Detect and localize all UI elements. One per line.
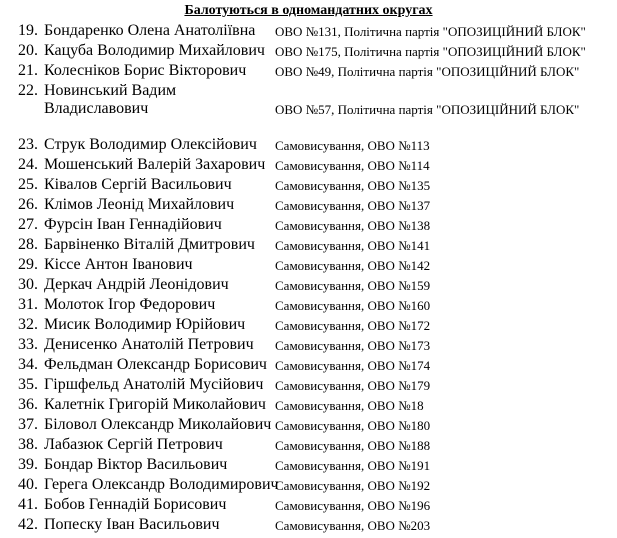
- candidate-name: Фурсін Іван Геннадійович: [44, 216, 222, 233]
- candidate-name: Калетнік Григорій Миколайович: [44, 396, 266, 413]
- candidate-number: 24.: [18, 156, 38, 173]
- candidate-name: Молоток Ігор Федорович: [44, 296, 216, 313]
- candidate-name: Клімов Леонід Михайлович: [44, 196, 235, 213]
- candidate-number: 41.: [18, 496, 38, 513]
- candidate-name: Кіссе Антон Іванович: [44, 256, 193, 273]
- candidate-name: Кацуба Володимир Михайлович: [44, 42, 265, 59]
- candidate-name: Гіршфельд Анатолій Мусійович: [44, 376, 264, 393]
- candidate-number: 32.: [18, 316, 38, 333]
- candidate-district: Самовисування, ОВО №137: [275, 198, 431, 213]
- candidate-district: Самовисування, ОВО №180: [275, 418, 431, 433]
- candidate-number: 26.: [18, 196, 38, 213]
- candidate-row: [0, 61, 617, 81]
- candidate-district: Самовисування, ОВО №196: [275, 498, 431, 513]
- candidate-number: 39.: [18, 456, 38, 473]
- candidate-number: 19.: [18, 22, 38, 39]
- candidate-row: [0, 155, 617, 175]
- candidate-row: [0, 175, 617, 195]
- candidate-row: [0, 235, 617, 255]
- candidate-name: Струк Володимир Олексійович: [44, 136, 257, 153]
- candidate-district: Самовисування, ОВО №142: [275, 258, 431, 273]
- candidate-number: 40.: [18, 476, 38, 493]
- candidate-number: 20.: [18, 42, 38, 59]
- candidate-number: 22.: [18, 82, 38, 99]
- candidate-district: Самовисування, ОВО №159: [275, 278, 431, 293]
- candidate-number: 34.: [18, 356, 38, 373]
- candidate-name: Барвіненко Віталій Дмитрович: [44, 236, 255, 253]
- candidate-number: 36.: [18, 396, 38, 413]
- candidate-number: 37.: [18, 416, 38, 433]
- candidate-district: ОВО №175, Політична партія "ОПОЗИЦІЙНИЙ БЛОК": [275, 44, 586, 59]
- candidate-name: Герега Олександр Володимирович: [44, 476, 279, 493]
- candidate-district: Самовисування, ОВО №138: [275, 218, 431, 233]
- candidate-name: Новинський Вадим: [44, 82, 177, 99]
- candidate-district: ОВО №131, Політична партія "ОПОЗИЦІЙНИЙ БЛОК": [275, 24, 586, 39]
- candidate-name: Бобов Геннадій Борисович: [44, 496, 227, 513]
- candidate-row: [0, 135, 617, 155]
- candidate-district: Самовисування, ОВО №18: [275, 398, 424, 413]
- candidate-number: 25.: [18, 176, 38, 193]
- candidate-row: [0, 215, 617, 235]
- candidate-number: 42.: [18, 516, 38, 533]
- candidate-name: Мисик Володимир Юрійович: [44, 316, 246, 333]
- candidate-name: Ківалов Сергій Васильович: [44, 176, 232, 193]
- candidate-number: 38.: [18, 436, 38, 453]
- candidate-number: 28.: [18, 236, 38, 253]
- candidate-row: [0, 275, 617, 295]
- candidate-row: [0, 255, 617, 275]
- candidate-row: [0, 455, 617, 475]
- candidate-district: Самовисування, ОВО №191: [275, 458, 431, 473]
- candidate-number: 31.: [18, 296, 38, 313]
- candidate-district: ОВО №57, Політична партія "ОПОЗИЦІЙНИЙ БЛОК": [275, 102, 580, 117]
- candidate-row: [0, 295, 617, 315]
- candidate-district: Самовисування, ОВО №141: [275, 238, 431, 253]
- candidate-district: Самовисування, ОВО №188: [275, 438, 431, 453]
- candidate-name: Біловол Олександр Миколайович: [44, 416, 272, 433]
- candidate-row: [0, 415, 617, 435]
- candidate-row: [0, 515, 617, 535]
- candidate-row: [0, 195, 617, 215]
- candidate-name: Бондар Віктор Васильович: [44, 456, 228, 473]
- section-title: Балотуються в одномандатних округах: [184, 3, 433, 18]
- candidate-row: [0, 41, 617, 61]
- candidate-row: [0, 495, 617, 515]
- candidate-district: Самовисування, ОВО №113: [275, 138, 430, 153]
- candidate-row: [0, 475, 617, 495]
- candidate-district: Самовисування, ОВО №173: [275, 338, 431, 353]
- candidate-district: Самовисування, ОВО №135: [275, 178, 431, 193]
- candidate-name: Бондаренко Олена Анатоліївна: [44, 22, 256, 39]
- candidate-number: 33.: [18, 336, 38, 353]
- candidate-district: Самовисування, ОВО №203: [275, 518, 431, 533]
- candidate-row: [0, 395, 617, 415]
- candidate-row: [0, 375, 617, 395]
- candidate-name: Попеску Іван Васильович: [44, 516, 220, 533]
- candidate-number: 30.: [18, 276, 38, 293]
- candidate-number: 29.: [18, 256, 38, 273]
- candidate-name: Денисенко Анатолій Петрович: [44, 336, 254, 353]
- candidate-number: 27.: [18, 216, 38, 233]
- candidate-name: Деркач Андрій Леонідович: [44, 276, 229, 293]
- candidate-row: [0, 335, 617, 355]
- candidate-district: Самовисування, ОВО №160: [275, 298, 431, 313]
- candidate-name: Лабазюк Сергій Петрович: [44, 436, 223, 453]
- candidate-district: ОВО №49, Політична партія "ОПОЗИЦІЙНИЙ БЛОК": [275, 64, 580, 79]
- candidate-district: Самовисування, ОВО №114: [275, 158, 430, 173]
- candidate-district: Самовисування, ОВО №172: [275, 318, 431, 333]
- candidate-district: Самовисування, ОВО №174: [275, 358, 431, 373]
- candidate-name-continued: Владиславович: [44, 100, 149, 117]
- candidate-name: Фельдман Олександр Борисович: [44, 356, 267, 373]
- candidate-name: Колесніков Борис Вікторович: [44, 62, 247, 79]
- candidate-row: [0, 315, 617, 335]
- candidate-number: 23.: [18, 136, 38, 153]
- candidate-number: 21.: [18, 62, 38, 79]
- candidate-name: Мошенський Валерій Захарович: [44, 156, 266, 173]
- candidate-row: [0, 435, 617, 455]
- candidate-row: [0, 21, 617, 41]
- candidate-district: Самовисування, ОВО №179: [275, 378, 431, 393]
- candidate-number: 35.: [18, 376, 38, 393]
- candidate-row: [0, 355, 617, 375]
- candidate-row: [0, 81, 617, 117]
- candidate-district: Самовисування, ОВО №192: [275, 478, 431, 493]
